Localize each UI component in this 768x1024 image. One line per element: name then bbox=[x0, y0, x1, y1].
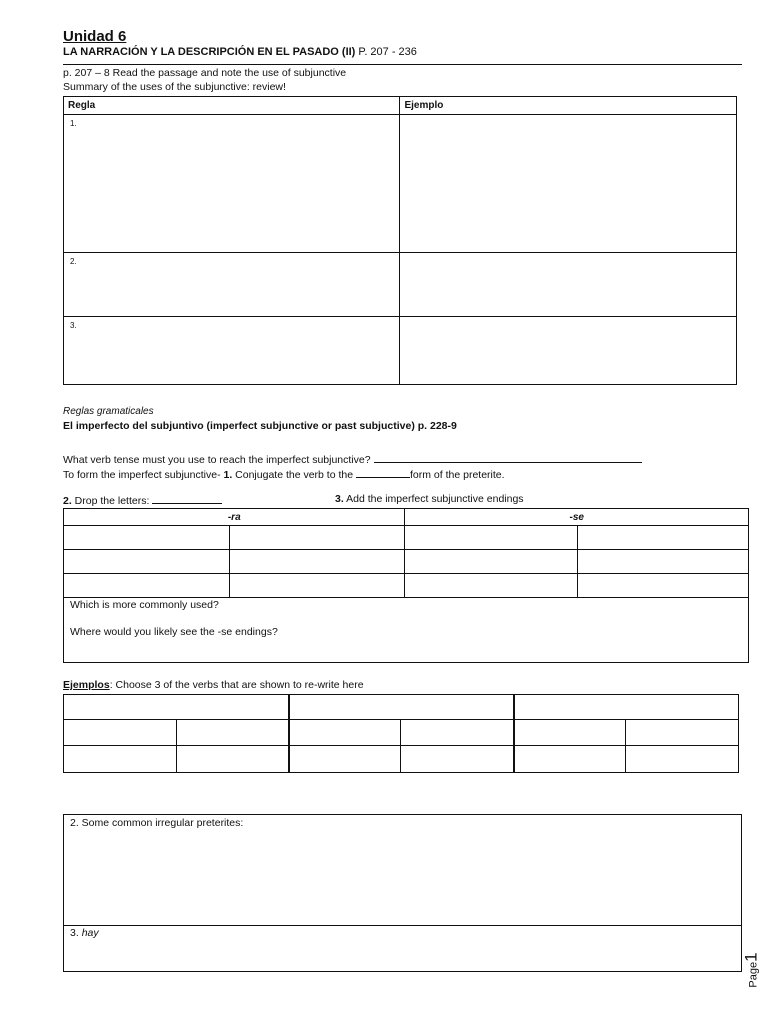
se-cell[interactable] bbox=[578, 550, 749, 574]
ra-cell[interactable] bbox=[64, 574, 230, 598]
examples-text: : Choose 3 of the verbs that are shown to re-write here bbox=[109, 679, 364, 691]
ra-cell[interactable] bbox=[229, 526, 405, 550]
example-cell[interactable] bbox=[514, 746, 626, 773]
tense-answer-blank[interactable] bbox=[374, 452, 642, 463]
header-ra: -ra bbox=[64, 509, 405, 526]
verb-header-cell-2[interactable] bbox=[289, 695, 514, 720]
subtitle-pages: P. 207 - 236 bbox=[355, 46, 417, 58]
grammar-heading bbox=[63, 420, 457, 432]
grammar-heading-detail: (imperfect subjunctive or past subjuctive) bbox=[203, 420, 418, 432]
example-cell[interactable] bbox=[289, 746, 401, 773]
grammar-label: Reglas gramaticales bbox=[63, 406, 154, 417]
common-question: Which is more commonly used? bbox=[70, 599, 219, 611]
se-cell[interactable] bbox=[405, 574, 578, 598]
se-cell[interactable] bbox=[405, 526, 578, 550]
irregular-item-2: 2. Some common irregular preterites: bbox=[70, 817, 244, 829]
step-3-number: 3. bbox=[335, 493, 344, 505]
irregular-divider bbox=[64, 925, 741, 926]
tense-question bbox=[63, 452, 642, 466]
header-divider bbox=[63, 64, 742, 65]
tense-question-text: What verb tense must you use to reach the imperfect subjunctive? bbox=[63, 454, 371, 466]
where-question: Where would you likely see the -se endings? bbox=[70, 626, 278, 638]
form-prefix: To form the imperfect subjunctive- bbox=[63, 469, 224, 481]
example-cell[interactable] bbox=[626, 720, 739, 746]
step-2-text: Drop the letters: bbox=[71, 495, 153, 507]
verb-header-cell-3[interactable] bbox=[514, 695, 739, 720]
se-cell[interactable] bbox=[405, 550, 578, 574]
example-cell-3[interactable] bbox=[400, 317, 737, 385]
ra-cell[interactable] bbox=[64, 550, 230, 574]
ra-cell[interactable] bbox=[229, 550, 405, 574]
rule-number-2: 2. bbox=[70, 257, 77, 266]
grammar-heading-pages: p. 228-9 bbox=[417, 420, 457, 432]
unit-title: Unidad 6 bbox=[63, 28, 127, 45]
intro-line-1: p. 207 – 8 Read the passage and note the use of subjunctive bbox=[63, 67, 347, 79]
subtitle-text: LA NARRACIÓN Y LA DESCRIPCIÓN EN EL PASADO (II) bbox=[63, 46, 356, 58]
step-1-number: 1. bbox=[223, 469, 233, 481]
rule-number-3: 3. bbox=[70, 321, 77, 330]
rule-number-1: 1. bbox=[70, 119, 77, 128]
header-ejemplo: Ejemplo bbox=[400, 97, 737, 115]
irregular-item-3 bbox=[70, 927, 99, 939]
example-cell[interactable] bbox=[176, 720, 289, 746]
step-1-text: Conjugate the verb to the bbox=[232, 469, 356, 481]
example-cell[interactable] bbox=[401, 720, 514, 746]
se-cell[interactable] bbox=[578, 526, 749, 550]
example-cell[interactable] bbox=[289, 720, 401, 746]
irregular-preterites-box bbox=[63, 814, 742, 972]
example-cell[interactable] bbox=[64, 746, 177, 773]
example-cell-1[interactable] bbox=[400, 115, 737, 253]
unit-subtitle bbox=[63, 46, 417, 58]
drop-letters-blank[interactable] bbox=[152, 493, 222, 504]
preterite-form-blank[interactable] bbox=[356, 467, 410, 478]
irregular-item-3-number: 3. bbox=[70, 927, 82, 939]
example-cell-2[interactable] bbox=[400, 253, 737, 317]
rule-cell-1[interactable] bbox=[64, 115, 400, 253]
se-cell[interactable] bbox=[578, 574, 749, 598]
verb-header-cell-1[interactable] bbox=[64, 695, 290, 720]
form-step-3 bbox=[335, 493, 524, 505]
header-se: -se bbox=[405, 509, 749, 526]
ra-cell[interactable] bbox=[64, 526, 230, 550]
example-cell[interactable] bbox=[176, 746, 289, 773]
step-1-suffix: form of the preterite. bbox=[410, 469, 505, 481]
page-number: 1 bbox=[741, 952, 761, 962]
example-cell[interactable] bbox=[626, 746, 739, 773]
rule-cell-2[interactable] bbox=[64, 253, 400, 317]
rule-cell-3[interactable] bbox=[64, 317, 400, 385]
page-number-marker bbox=[740, 952, 768, 992]
example-cell[interactable] bbox=[64, 720, 177, 746]
step-2-number: 2. bbox=[63, 495, 72, 507]
form-step-1 bbox=[63, 467, 505, 481]
header-regla: Regla bbox=[64, 97, 400, 115]
intro-line-2: Summary of the uses of the subjunctive: review! bbox=[63, 81, 286, 93]
page-label: Page bbox=[747, 961, 760, 988]
examples-instruction bbox=[63, 679, 364, 691]
step-3-text: Add the imperfect subjunctive endings bbox=[343, 493, 524, 505]
example-cell[interactable] bbox=[514, 720, 626, 746]
examples-table bbox=[63, 694, 739, 773]
irregular-item-3-word: hay bbox=[81, 927, 99, 939]
grammar-heading-title: El imperfecto del subjuntivo bbox=[63, 420, 204, 432]
subjunctive-summary-table bbox=[63, 96, 737, 385]
example-cell[interactable] bbox=[401, 746, 514, 773]
endings-questions-cell[interactable] bbox=[64, 598, 749, 663]
endings-table bbox=[63, 508, 749, 663]
examples-label: Ejemplos bbox=[63, 679, 110, 691]
ra-cell[interactable] bbox=[229, 574, 405, 598]
form-step-2 bbox=[63, 493, 222, 507]
